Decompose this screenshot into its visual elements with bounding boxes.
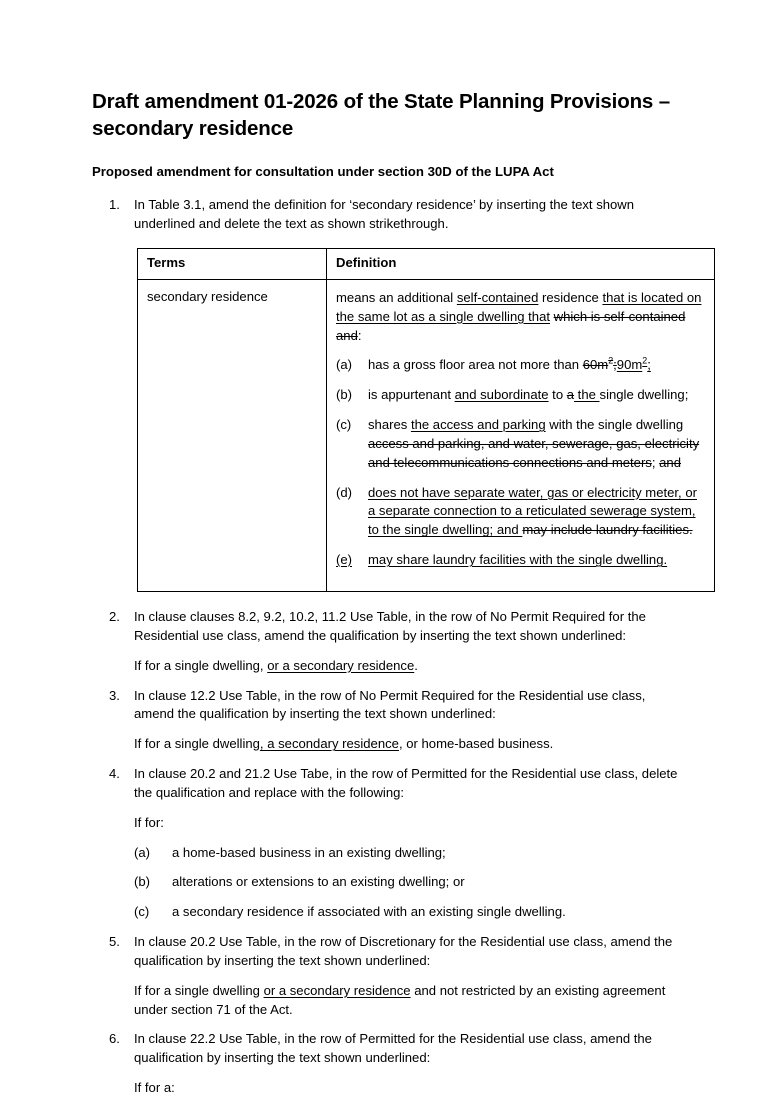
text-run: If for a single dwelling	[134, 736, 260, 752]
definition-table	[137, 248, 715, 592]
amendment-item	[92, 1030, 685, 1098]
paragraph	[134, 814, 685, 833]
inserted-text: may share laundry facilities with the single dwelling.	[368, 552, 668, 568]
amendment-item-marker: 1.	[109, 197, 120, 213]
inserted-text: does not have separate water, gas or electricity meter, or a separate connection to a reticulated sewerage system, to the single dwelling; and	[368, 484, 697, 538]
amendment-item-marker: 6.	[109, 1031, 120, 1047]
deleted-text: access and parking, and water, sewerage, gas, electricity and telecommunications connections and meters	[368, 435, 700, 470]
amendment-sub-list	[134, 844, 685, 923]
list-item-marker: (e)	[336, 552, 353, 568]
amendment-item	[92, 933, 685, 1019]
text-run: If for:	[134, 814, 164, 830]
list-item	[336, 484, 705, 541]
paragraph	[134, 196, 685, 234]
text-run: to	[548, 387, 567, 403]
text-run: :	[357, 327, 362, 343]
deleted-text: a	[566, 387, 575, 403]
list-item-marker: (a)	[336, 357, 353, 373]
text-run: alterations or extensions to an existing dwelling; or	[172, 874, 465, 890]
list-item-text	[368, 417, 699, 470]
paragraph	[134, 933, 685, 971]
text-run: means an additional	[336, 289, 457, 305]
table-header-row	[138, 249, 715, 280]
inserted-text: self-contained	[456, 289, 539, 305]
inserted-text: and subordinate	[454, 387, 549, 403]
list-item-text	[368, 357, 651, 372]
page-title: Draft amendment 01-2026 of the State Planning Provisions – secondary residence	[92, 90, 670, 141]
deleted-text: which is self-contained and	[336, 308, 686, 343]
inserted-text: that is located on the same lot as a single dwelling that	[336, 289, 702, 324]
inserted-text: the	[574, 387, 600, 403]
paragraph	[134, 982, 685, 1020]
paragraph	[134, 1079, 685, 1098]
text-run: a home-based business in an existing dwelling;	[172, 844, 446, 860]
list-item	[134, 903, 685, 922]
table-cell-term: secondary residence	[138, 279, 327, 591]
amendment-list	[92, 196, 702, 1098]
list-item-text	[172, 874, 465, 889]
text-run: In clause 22.2 Use Table, in the row of Permitted for the Residential use class, amend the qualification by inserting the text shown underlined:	[134, 1031, 652, 1066]
paragraph	[134, 765, 685, 803]
list-item-marker: (a)	[134, 844, 151, 860]
list-item-marker: (d)	[336, 484, 353, 500]
inserted-text: 90m	[616, 357, 643, 373]
text-run: If for a single dwelling,	[134, 657, 268, 673]
paragraph	[134, 1030, 685, 1068]
page-subtitle: Proposed amendment for consultation under section 30D of the LUPA Act	[92, 163, 554, 179]
text-run: In Table 3.1, amend the definition for ‘secondary residence’ by inserting the text shown underlined and delete the text as shown strikethrough.	[134, 197, 635, 232]
amendment-item-marker: 3.	[109, 687, 120, 703]
table-column-header: Definition	[327, 249, 715, 280]
list-item-text	[172, 904, 566, 919]
deleted-text: ;	[613, 357, 617, 373]
paragraph	[134, 735, 685, 754]
table-cell-definition	[327, 279, 715, 591]
text-run: single dwelling;	[599, 387, 689, 403]
deleted-text: may include laundry facilities.	[522, 522, 693, 538]
text-run: .	[414, 657, 418, 673]
list-item-marker: (c)	[336, 417, 352, 433]
list-item-text	[368, 387, 688, 402]
deleted-text: and	[659, 454, 681, 470]
list-item	[134, 873, 685, 892]
text-run: In clause 20.2 Use Table, in the row of Discretionary for the Residential use class, amend the qualification by inserting the text shown underlined:	[134, 934, 673, 968]
text-run: has a gross floor area not more than	[368, 357, 583, 373]
text-run: is appurtenant	[368, 387, 455, 403]
text-run: In clause 20.2 and 21.2 Use Tabe, in the row of Permitted for the Residential use class, delete the qualification and replace with the following:	[134, 766, 678, 800]
list-item	[336, 386, 705, 405]
text-run: ;	[651, 454, 660, 470]
text-run: In clause 12.2 Use Table, in the row of No Permit Required for the Residential use class, amend the qualification by inserting the text shown underlined:	[134, 687, 646, 722]
list-item	[134, 844, 685, 863]
amendment-item-marker: 5.	[109, 934, 120, 950]
inserted-text: , a secondary residence	[259, 736, 399, 752]
inserted-text: or a secondary residence	[267, 657, 415, 673]
amendment-item-marker: 4.	[109, 766, 120, 782]
text-run: shares	[368, 417, 411, 433]
amendment-item-marker: 2.	[109, 608, 120, 624]
text-run: In clause clauses 8.2, 9.2, 10.2, 11.2 Use Table, in the row of No Permit Required for the Residential use class, amend the qualification by inserting the text shown underlined:	[134, 608, 646, 643]
inserted-text: ;	[647, 357, 651, 373]
text-run: and not restricted by an existing agreement under section 71 of the Act.	[134, 982, 666, 1017]
deleted-text: 2	[608, 356, 614, 367]
inserted-text: the access and parking	[410, 417, 546, 433]
inserted-text: or a secondary residence	[263, 982, 411, 998]
paragraph	[336, 289, 705, 346]
amendment-item	[92, 608, 685, 676]
list-item-text	[172, 845, 446, 860]
text-run: with the single dwelling	[545, 417, 684, 433]
paragraph	[134, 687, 685, 725]
amendment-item	[92, 765, 685, 922]
text-run: , or home-based business.	[398, 736, 554, 752]
list-item-text	[368, 552, 667, 567]
amendment-item	[92, 196, 702, 592]
definition-sub-list	[336, 356, 705, 570]
list-item	[336, 356, 705, 375]
amendment-item	[92, 687, 685, 755]
table-column-header: Terms	[138, 249, 327, 280]
inserted-text: 2	[642, 356, 648, 367]
list-item-marker: (b)	[336, 387, 353, 403]
deleted-text: 60m	[582, 357, 609, 373]
text-run: If for a single dwelling	[134, 982, 264, 998]
text-run: residence	[538, 289, 603, 305]
paragraph	[134, 657, 685, 676]
list-item	[336, 551, 705, 570]
list-item-marker: (c)	[134, 904, 150, 920]
paragraph	[134, 608, 685, 646]
list-item-marker: (b)	[134, 874, 151, 890]
text-run: a secondary residence if associated with an existing single dwelling.	[172, 904, 566, 920]
text-run: If for a:	[134, 1080, 175, 1096]
table-row	[138, 279, 715, 591]
list-item	[336, 416, 705, 473]
list-item-text	[368, 485, 697, 538]
